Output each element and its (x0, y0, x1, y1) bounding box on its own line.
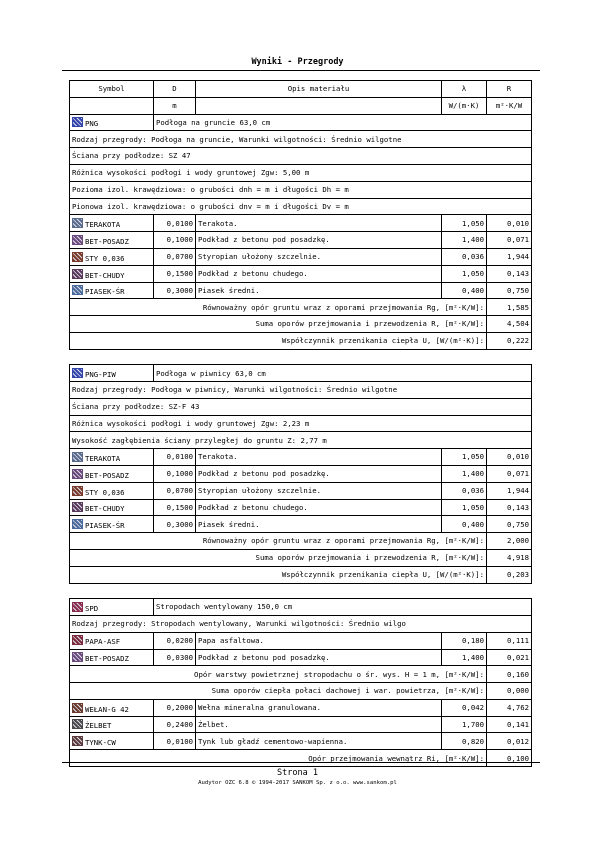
piasek-icon (72, 285, 83, 295)
table-row (70, 215, 532, 232)
terakota-icon (72, 218, 83, 228)
layer-thickness: 0,0100 (154, 449, 196, 466)
section-info-row (70, 148, 532, 165)
layer-lambda: 1,050 (442, 449, 487, 466)
layer-description: Podkład z betonu pod posadzkę. (196, 232, 442, 249)
layer-description: Żelbet. (196, 716, 442, 733)
layer-symbol-text: WEŁAN-G 42 (85, 704, 129, 714)
layer-description: Papa asfaltowa. (196, 632, 442, 649)
section-info: Rodzaj przegrody: Stropodach wentylowany, Warunki wilgotności: Średnio wilgo (70, 615, 532, 632)
table-row (70, 466, 532, 483)
layer-symbol (70, 699, 154, 716)
layer-lambda: 1,050 (442, 215, 487, 232)
summary-value: 0,160 (487, 666, 532, 683)
layer-resistance: 0,143 (487, 499, 532, 516)
layer-symbol-text: BET-POSADZ (85, 470, 129, 480)
section-title: Stropodach wentylowany 150,0 cm (154, 599, 532, 616)
layer-resistance: 0,012 (487, 733, 532, 750)
spacer-cell (70, 583, 532, 599)
summary-row (70, 750, 532, 767)
styropian-icon (72, 252, 83, 262)
section-info-row (70, 415, 532, 432)
section-symbol (70, 599, 154, 616)
spacer-row (70, 583, 532, 599)
header-opis: Opis materiału (196, 81, 442, 98)
section-info-row (70, 198, 532, 215)
layer-resistance: 0,750 (487, 516, 532, 533)
section-title: Podłoga na gruncie 63,0 cm (154, 114, 532, 131)
layer-symbol (70, 232, 154, 249)
layer-description: Styropian ułożony szczelnie. (196, 482, 442, 499)
layer-symbol (70, 466, 154, 483)
piasek-icon (72, 519, 83, 529)
table-row (70, 282, 532, 299)
table-row (70, 248, 532, 265)
table-row (70, 265, 532, 282)
layer-thickness: 0,0700 (154, 482, 196, 499)
section-info: Ściana przy podłodze: SZ 47 (70, 148, 532, 165)
layer-resistance: 0,071 (487, 232, 532, 249)
layer-symbol-text: PIASEK-ŚR (85, 521, 125, 531)
welna-icon (72, 703, 83, 713)
papa-icon (72, 635, 83, 645)
summary-label: Opór warstwy powietrznej stropodachu o śr. wys. H = 1 m, [m²·K/W]: (70, 666, 487, 683)
layer-thickness: 0,3000 (154, 282, 196, 299)
layer-symbol (70, 499, 154, 516)
layer-resistance: 1,944 (487, 482, 532, 499)
layer-resistance: 1,944 (487, 248, 532, 265)
layer-symbol-text: TERAKOTA (85, 220, 121, 230)
layer-resistance: 0,010 (487, 215, 532, 232)
section-info: Rodzaj przegrody: Podłoga w piwnicy, Warunki wilgotności: Średnio wilgotne (70, 382, 532, 399)
layer-description: Podkład z betonu chudego. (196, 499, 442, 516)
beton-icon (72, 652, 83, 662)
summary-row (70, 316, 532, 333)
layer-thickness: 0,0100 (154, 215, 196, 232)
layer-symbol (70, 733, 154, 750)
layer-symbol-text: STY 0,036 (85, 253, 125, 263)
units-opis (196, 97, 442, 114)
layer-resistance: 0,111 (487, 632, 532, 649)
layer-thickness: 0,0100 (154, 733, 196, 750)
spacer-row (70, 349, 532, 365)
layer-description: Piasek średni. (196, 282, 442, 299)
layer-lambda: 0,036 (442, 482, 487, 499)
layer-thickness: 0,1500 (154, 265, 196, 282)
table-row (70, 733, 532, 750)
layer-resistance: 0,010 (487, 449, 532, 466)
summary-row (70, 566, 532, 583)
page-title: Wyniki - Przegrody (251, 57, 344, 67)
summary-label: Suma oporów przejmowania i przewodzenia R, [m²·K/W]: (70, 550, 487, 567)
ventilated-roof-icon (72, 602, 83, 612)
summary-row (70, 533, 532, 550)
layer-thickness: 0,0700 (154, 248, 196, 265)
beton-icon (72, 469, 83, 479)
summary-value: 1,585 (487, 299, 532, 316)
summary-label: Współczynnik przenikania ciepła U, [W/(m²·K)]: (70, 332, 487, 349)
layer-description: Podkład z betonu pod posadzkę. (196, 649, 442, 666)
summary-label: Współczynnik przenikania ciepła U, [W/(m²·K)]: (70, 566, 487, 583)
layer-thickness: 0,0200 (154, 632, 196, 649)
table-units-row (70, 97, 532, 114)
terakota-icon (72, 452, 83, 462)
layer-lambda: 1,050 (442, 499, 487, 516)
layer-symbol-text: STY 0,036 (85, 487, 125, 497)
layer-thickness: 0,1000 (154, 232, 196, 249)
layer-symbol-text: TERAKOTA (85, 453, 121, 463)
beton-icon (72, 235, 83, 245)
results-table (69, 80, 532, 767)
layer-symbol (70, 632, 154, 649)
layer-symbol (70, 265, 154, 282)
layer-symbol-text: BET-POSADZ (85, 654, 129, 664)
section-symbol-text: PNG (85, 119, 99, 129)
layer-thickness: 0,1500 (154, 499, 196, 516)
summary-label: Równoważny opór gruntu wraz z oporami przejmowania Rg, [m²·K/W]: (70, 533, 487, 550)
section-title-row (70, 599, 532, 616)
section-title-row (70, 365, 532, 382)
layer-lambda: 1,050 (442, 265, 487, 282)
summary-value: 2,000 (487, 533, 532, 550)
layer-thickness: 0,2000 (154, 699, 196, 716)
table-row (70, 482, 532, 499)
section-info-row (70, 615, 532, 632)
summary-label: Suma oporów przejmowania i przewodzenia R, [m²·K/W]: (70, 316, 487, 333)
section-info-row (70, 432, 532, 449)
layer-lambda: 0,036 (442, 248, 487, 265)
section-info: Wysokość zagłębienia ściany przyległej do gruntu Z: 2,77 m (70, 432, 532, 449)
section-symbol-text: PNG-PIW (85, 370, 116, 379)
summary-row (70, 332, 532, 349)
section-info-row (70, 131, 532, 148)
layer-symbol (70, 482, 154, 499)
layer-lambda: 0,400 (442, 282, 487, 299)
header-symbol: Symbol (70, 81, 154, 98)
layer-symbol (70, 516, 154, 533)
units-lambda: W/(m·K) (442, 97, 487, 114)
layer-symbol-text: ŻELBET (85, 721, 112, 731)
layer-lambda: 0,180 (442, 632, 487, 649)
summary-value: 4,918 (487, 550, 532, 567)
table-header-row (70, 81, 532, 98)
header-rule (62, 70, 540, 71)
beton-chudy-icon (72, 269, 83, 279)
layer-description: Podkład z betonu pod posadzkę. (196, 466, 442, 483)
layer-lambda: 1,700 (442, 716, 487, 733)
footer-page-number: Strona 1 (277, 768, 318, 778)
layer-thickness: 0,3000 (154, 516, 196, 533)
layer-thickness: 0,0300 (154, 649, 196, 666)
layer-lambda: 1,400 (442, 649, 487, 666)
layer-description: Tynk lub gładź cementowo-wapienna. (196, 733, 442, 750)
layer-symbol (70, 649, 154, 666)
summary-value: 0,100 (487, 750, 532, 767)
layer-description: Styropian ułożony szczelnie. (196, 248, 442, 265)
summary-value: 0,203 (487, 566, 532, 583)
units-r: m²·K/W (487, 97, 532, 114)
section-info: Różnica wysokości podłogi i wody gruntowej Zgw: 5,00 m (70, 164, 532, 181)
layer-description: Terakota. (196, 215, 442, 232)
table-row (70, 232, 532, 249)
styropian-icon (72, 486, 83, 496)
section-info-row (70, 164, 532, 181)
layer-lambda: 0,042 (442, 699, 487, 716)
beton-chudy-icon (72, 502, 83, 512)
header-lambda: λ (442, 81, 487, 98)
table-row (70, 499, 532, 516)
layer-description: Wełna mineralna granulowana. (196, 699, 442, 716)
layer-description: Piasek średni. (196, 516, 442, 533)
layer-resistance: 4,762 (487, 699, 532, 716)
layer-resistance: 0,750 (487, 282, 532, 299)
layer-thickness: 0,1000 (154, 466, 196, 483)
layer-symbol-text: BET-POSADZ (85, 236, 129, 246)
summary-row (70, 550, 532, 567)
section-symbol (70, 114, 154, 131)
layer-symbol-text: PIASEK-ŚR (85, 287, 125, 297)
section-info: Ściana przy podłodze: SZ-F 43 (70, 398, 532, 415)
spacer-cell (70, 349, 532, 365)
layer-resistance: 0,071 (487, 466, 532, 483)
header-d: D (154, 81, 196, 98)
section-title: Podłoga w piwnicy 63,0 cm (154, 365, 532, 382)
layer-resistance: 0,141 (487, 716, 532, 733)
section-info: Pozioma izol. krawędziowa: o grubości dnh = m i długości Dh = m (70, 181, 532, 198)
table-row (70, 516, 532, 533)
table-row (70, 699, 532, 716)
footer-rule (62, 762, 540, 763)
layer-lambda: 1,400 (442, 466, 487, 483)
layer-symbol (70, 248, 154, 265)
layer-resistance: 0,021 (487, 649, 532, 666)
basement-floor-icon (72, 368, 83, 378)
footer-credit: Audytor OZC 6.8 © 1994-2017 SANKOM Sp. z o.o. www.sankom.pl (198, 780, 397, 786)
summary-row (70, 683, 532, 700)
summary-row (70, 299, 532, 316)
layer-description: Terakota. (196, 449, 442, 466)
section-symbol (70, 365, 154, 382)
table-row (70, 716, 532, 733)
layer-symbol-text: BET-CHUDY (85, 504, 125, 514)
layer-lambda: 0,400 (442, 516, 487, 533)
layer-symbol (70, 215, 154, 232)
header-r: R (487, 81, 532, 98)
table-row (70, 449, 532, 466)
summary-label: Równoważny opór gruntu wraz z oporami przejmowania Rg, [m²·K/W]: (70, 299, 487, 316)
section-info: Rodzaj przegrody: Podłoga na gruncie, Warunki wilgotności: Średnio wilgotne (70, 131, 532, 148)
table-row (70, 649, 532, 666)
table-row (70, 632, 532, 649)
section-symbol-text: SPD (85, 603, 99, 613)
layer-symbol (70, 716, 154, 733)
floor-on-ground-icon (72, 117, 83, 127)
layer-thickness: 0,2400 (154, 716, 196, 733)
section-info-row (70, 382, 532, 399)
section-info: Różnica wysokości podłogi i wody gruntowej Zgw: 2,23 m (70, 415, 532, 432)
layer-symbol (70, 282, 154, 299)
layer-lambda: 0,820 (442, 733, 487, 750)
section-title-row (70, 114, 532, 131)
layer-symbol-text: TYNK-CW (85, 738, 116, 748)
layer-description: Podkład z betonu chudego. (196, 265, 442, 282)
units-symbol (70, 97, 154, 114)
units-d: m (154, 97, 196, 114)
layer-symbol (70, 449, 154, 466)
summary-value: 0,000 (487, 683, 532, 700)
layer-symbol-text: BET-CHUDY (85, 270, 125, 280)
layer-lambda: 1,400 (442, 232, 487, 249)
summary-value: 4,504 (487, 316, 532, 333)
summary-row (70, 666, 532, 683)
summary-value: 0,222 (487, 332, 532, 349)
section-info-row (70, 181, 532, 198)
summary-label: Opór przejmowania wewnątrz Ri, [m²·K/W]: (70, 750, 487, 767)
summary-label: Suma oporów ciepła połaci dachowej i war. powietrza, [m²·K/W]: (70, 683, 487, 700)
section-info-row (70, 398, 532, 415)
layer-symbol-text: PAPA-ASF (85, 637, 121, 647)
zelbet-icon (72, 719, 83, 729)
tynk-icon (72, 736, 83, 746)
layer-resistance: 0,143 (487, 265, 532, 282)
section-info: Pionowa izol. krawędziowa: o grubości dnv = m i długości Dv = m (70, 198, 532, 215)
